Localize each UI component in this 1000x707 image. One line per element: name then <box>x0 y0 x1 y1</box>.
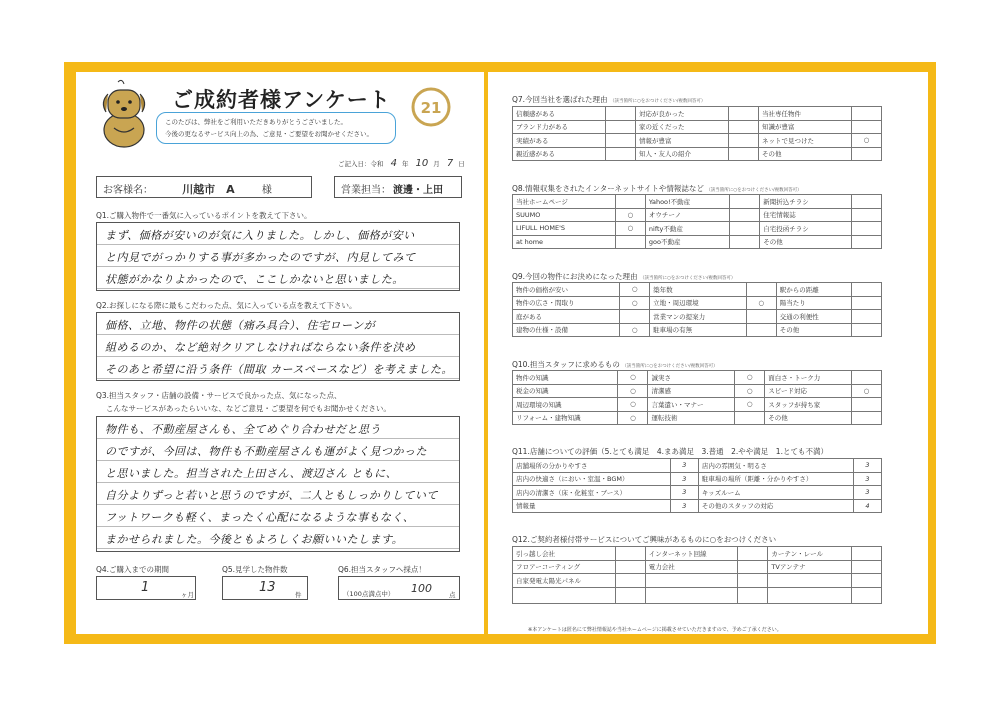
table-row <box>513 560 882 574</box>
table-row <box>513 283 882 297</box>
sales-staff-label: 営業担当： <box>341 185 391 196</box>
q7-option: ブランド力がある <box>513 120 606 134</box>
q12-table <box>512 546 882 604</box>
q10-option: その他 <box>765 411 852 425</box>
date-year-unit: 年 <box>401 160 409 168</box>
q8-table <box>512 194 882 249</box>
q7-heading <box>512 94 705 105</box>
q8-option: オウチーノ <box>645 208 729 222</box>
q6-unit: 点 <box>449 591 456 599</box>
q10-mark: ○ <box>618 411 648 425</box>
q2-answer-line: 価格、立地、物件の状態（痛み具合）、住宅ローンが <box>105 319 376 332</box>
q5-value: 13 <box>259 580 276 595</box>
q9-table <box>512 282 882 337</box>
svg-text:21: 21 <box>420 99 442 117</box>
table-row <box>513 235 882 249</box>
q2-label: Q2.お探しになる際に最もこだわった点、気に入っている点を教えて下さい。 <box>96 301 357 310</box>
table-row <box>513 147 882 161</box>
q11-score: 3 <box>854 472 882 486</box>
q11-item: 駐車場の場所（距離・分かりやすさ） <box>698 472 853 486</box>
q10-option: 税金の知識 <box>513 384 618 398</box>
table-row <box>513 134 882 148</box>
q10-option: 面白さ・トーク力 <box>765 371 852 385</box>
q9-option: 立地・周辺環境 <box>650 296 747 310</box>
q9-mark: ○ <box>620 296 650 310</box>
q7-mark: ○ <box>852 134 882 148</box>
q8-mark: ○ <box>615 208 645 222</box>
table-row <box>513 222 882 236</box>
q11-score: 4 <box>854 499 882 513</box>
q8-note: （該当箇所に○をおつけください/複数回答可） <box>706 188 802 193</box>
table-row <box>513 120 882 134</box>
q3-label-1: Q3.担当スタッフ・店舗の設備・サービスで良かった点、気になった点、 <box>96 391 342 400</box>
q3-answer-line: フットワークも軽く、まったく心配になるような事もなく、 <box>105 511 415 524</box>
q10-option: 清潔感 <box>648 384 735 398</box>
q7-option: 知人・友人の紹介 <box>636 147 729 161</box>
q10-mark: ○ <box>618 371 648 385</box>
q10-mark: ○ <box>735 384 765 398</box>
q8-option: at home <box>513 235 616 249</box>
q11-score: 3 <box>670 472 698 486</box>
greeting-line-1: このたびは、弊社をご利用いただきありがとうございました。 <box>165 118 347 126</box>
q10-option: 運転技術 <box>648 411 735 425</box>
q7-option: 情報が豊富 <box>636 134 729 148</box>
q12-option: TVアンテナ <box>768 560 852 574</box>
q1-answer-line: と内見でがっかりする事が多かったのですが、内見してみて <box>105 251 416 264</box>
century21-logo-icon <box>410 86 452 128</box>
q12-option: インターネット回線 <box>645 547 738 561</box>
q11-score: 3 <box>670 499 698 513</box>
q11-score: 3 <box>854 486 882 500</box>
q11-item: キッズルーム <box>698 486 853 500</box>
q12-option: 引っ越し会社 <box>513 547 616 561</box>
page-title: ご成約者様アンケート <box>172 88 391 112</box>
q9-title: Q9.今回の物件にお決めになった理由 <box>512 272 638 281</box>
q9-mark: ○ <box>620 283 650 297</box>
q6-answer-box <box>338 576 460 600</box>
q8-option: 住宅情報誌 <box>760 208 852 222</box>
table-row <box>513 574 882 588</box>
table-row <box>513 472 882 486</box>
q11-item: 店内の快適さ（におい・室温・BGM） <box>513 472 671 486</box>
q11-score: 3 <box>854 459 882 473</box>
q11-item: 店内の雰囲気・明るさ <box>698 459 853 473</box>
q4-answer-box <box>96 576 196 600</box>
q9-heading <box>512 271 735 282</box>
q8-heading <box>512 183 802 194</box>
q9-option: 築年数 <box>650 283 747 297</box>
q1-answer-line: 状態がかなりよかったので、ここしかないと思いました。 <box>105 273 404 286</box>
q10-note: （該当箇所に○をおつけください/複数回答可） <box>622 364 718 369</box>
q9-mark: ○ <box>746 296 776 310</box>
date-day-unit: 日 <box>458 160 465 168</box>
q10-option: スタッフが持ち家 <box>765 398 852 412</box>
q10-mark: ○ <box>618 398 648 412</box>
date-label: ご記入日： <box>338 160 371 168</box>
footnote: ※本アンケートは匿名にて弊社情報誌や当社ホームページに掲載させていただきますので、予めご了承ください。 <box>528 627 782 633</box>
q9-option: 駅からの距離 <box>776 283 851 297</box>
q10-option: リフォーム・建物知識 <box>513 411 618 425</box>
q12-option: 自家発電太陽光パネル <box>513 574 616 588</box>
table-row <box>513 384 882 398</box>
q10-mark: ○ <box>852 384 882 398</box>
q6-note: （100点満点中） <box>343 590 395 598</box>
q10-option: スピード対応 <box>765 384 852 398</box>
q8-option: nifty不動産 <box>645 222 729 236</box>
q9-option: 駐車場の有無 <box>650 323 747 337</box>
q12-heading: Q12.ご契約者様付帯サービスについてご興味があるものに○をおつけください <box>512 535 777 544</box>
q11-item: 店舗場所の分かりやすさ <box>513 459 671 473</box>
table-row <box>513 107 882 121</box>
q4-value: 1 <box>141 580 150 595</box>
q8-title: Q8.情報収集をされたインターネットサイトや情報誌など <box>512 184 704 193</box>
q9-option: 建物の仕様・設備 <box>513 323 620 337</box>
greeting-bubble <box>156 112 396 144</box>
left-page <box>76 72 484 634</box>
q8-option: goo不動産 <box>645 235 729 249</box>
date-era: 令和 <box>370 160 384 168</box>
q7-option: その他 <box>759 147 852 161</box>
q11-score: 3 <box>670 459 698 473</box>
q7-option: 信頼感がある <box>513 107 606 121</box>
date-month: 10 <box>415 158 429 169</box>
table-row <box>513 547 882 561</box>
q9-option: 陽当たり <box>776 296 851 310</box>
table-row <box>513 310 882 324</box>
q9-option: 庭がある <box>513 310 620 324</box>
date-month-unit: 月 <box>433 160 440 168</box>
q10-mark: ○ <box>618 384 648 398</box>
q5-answer-box <box>222 576 308 600</box>
table-row <box>513 296 882 310</box>
dog-mascot-icon <box>98 78 150 150</box>
q9-option: 物件の価格が安い <box>513 283 620 297</box>
q4-unit: ヶ月 <box>181 591 194 599</box>
q3-answer-box <box>96 416 460 552</box>
table-row <box>513 459 882 473</box>
customer-name-box <box>96 176 312 198</box>
q2-answer-line: 組めるのか、など絶対クリアしなければならない条件を決め <box>105 341 416 354</box>
q4-label: Q4.ご購入までの期間 <box>96 565 170 574</box>
q10-option: 誠実さ <box>648 371 735 385</box>
q10-mark: ○ <box>735 371 765 385</box>
q1-label: Q1.ご購入物件で一番気に入っているポイントを教えて下さい。 <box>96 211 312 220</box>
q3-answer-line: のですが、今回は、物件も不動産屋さんも運がよく見つかった <box>105 445 427 458</box>
table-row <box>513 499 882 513</box>
table-row <box>513 486 882 500</box>
customer-name: 川越市 A <box>182 183 235 196</box>
q9-option: その他 <box>776 323 851 337</box>
q5-unit: 件 <box>295 591 302 599</box>
q3-answer-line: まかせられました。今後ともよろしくお願いいたします。 <box>105 533 404 546</box>
q9-mark: ○ <box>620 323 650 337</box>
q7-option: 当社専任物件 <box>759 107 852 121</box>
q3-answer-line: 自分よりずっと若いと思うのですが、二人ともしっかりしていて <box>105 489 438 502</box>
table-row <box>513 208 882 222</box>
q8-option: 当社ホームページ <box>513 195 616 209</box>
customer-honorific: 様 <box>261 185 272 196</box>
q7-option: 実績がある <box>513 134 606 148</box>
q12-option: カーテン・レール <box>768 547 852 561</box>
q11-heading: Q11.店舗についての評価（5.とても満足 4.まあ満足 3.普通 2.やや満足 1.とても不満） <box>512 447 828 456</box>
table-row <box>513 195 882 209</box>
q9-option: 営業マンの提案力 <box>650 310 747 324</box>
q12-option: フロアーコーティング <box>513 560 616 574</box>
q7-option: 対応が良かった <box>636 107 729 121</box>
q9-note: （該当箇所に○をおつけください/複数回答可） <box>639 276 736 281</box>
q11-score: 3 <box>670 486 698 500</box>
q3-label-2: こんなサービスがあったらいいな、などご意見・ご要望を何でもお聞かせください。 <box>106 404 391 413</box>
q8-option: 新聞折込チラシ <box>760 195 852 209</box>
q7-option: 知識が豊富 <box>759 120 852 134</box>
q9-option: 物件の広さ・間取り <box>513 296 620 310</box>
date-year: 4 <box>390 158 397 169</box>
q10-mark: ○ <box>735 398 765 412</box>
q3-answer-line: 物件も、不動産屋さんも、全てめぐり合わせだと思う <box>105 423 381 436</box>
q8-option: その他 <box>760 235 852 249</box>
sales-staff-names: 渡邊・上田 <box>393 185 443 196</box>
right-page <box>488 72 928 634</box>
q10-heading <box>512 359 718 370</box>
q3-answer-line: と思いました。担当された上田さん、渡辺さん ともに、 <box>105 467 398 480</box>
q7-table <box>512 106 882 161</box>
q6-value: 100 <box>411 582 432 595</box>
q7-note: （該当箇所に○をおつけください/複数回答可） <box>609 99 706 104</box>
q10-option: 言葉遣い・マナー <box>648 398 735 412</box>
q11-item: その他のスタッフの対応 <box>698 499 853 513</box>
q10-table <box>512 370 882 425</box>
q10-option: 周辺環境の知識 <box>513 398 618 412</box>
q1-answer-line: まず、価格が安いのが気に入りました。しかし、価格が安い <box>105 229 415 242</box>
q7-option: 家の近くだった <box>636 120 729 134</box>
q8-mark: ○ <box>615 222 645 236</box>
q7-title: Q7.今回当社を選ばれた理由 <box>512 95 608 104</box>
table-row <box>513 371 882 385</box>
date-day: 7 <box>446 158 454 169</box>
q10-title: Q10.担当スタッフに求めるもの <box>512 360 620 369</box>
fill-date <box>338 158 465 169</box>
q6-label: Q6.担当スタッフへ採点！ <box>338 565 426 574</box>
sales-staff-box <box>334 176 462 198</box>
q11-item: 情報量 <box>513 499 671 513</box>
q8-option: LIFULL HOME'S <box>513 222 616 236</box>
q5-label: Q5.見学した物件数 <box>222 565 288 574</box>
q11-item: 店内の清潔さ（床・化粧室・ブース） <box>513 486 671 500</box>
greeting-line-2: 今後の更なるサービス向上の為、ご意見・ご要望をお聞かせください。 <box>165 130 373 138</box>
q11-table <box>512 458 882 513</box>
q12-option: 電力会社 <box>645 560 738 574</box>
q10-option: 物件の知識 <box>513 371 618 385</box>
q8-option: 自宅投函チラシ <box>760 222 852 236</box>
table-row <box>513 398 882 412</box>
table-row <box>513 411 882 425</box>
q7-option: ネットで見つけた <box>759 134 852 148</box>
q7-option: 親近感がある <box>513 147 606 161</box>
q2-answer-box <box>96 312 460 381</box>
table-row <box>513 323 882 337</box>
customer-label: お客様名： <box>103 185 153 196</box>
q9-option: 交通の利便性 <box>776 310 851 324</box>
q8-option: SUUMO <box>513 208 616 222</box>
q2-answer-line: そのあと希望に沿う条件（間取 カースペースなど）を考えました。 <box>105 363 453 376</box>
q1-answer-box <box>96 222 460 291</box>
q8-option: Yahoo!不動産 <box>645 195 729 209</box>
table-row <box>513 587 882 603</box>
